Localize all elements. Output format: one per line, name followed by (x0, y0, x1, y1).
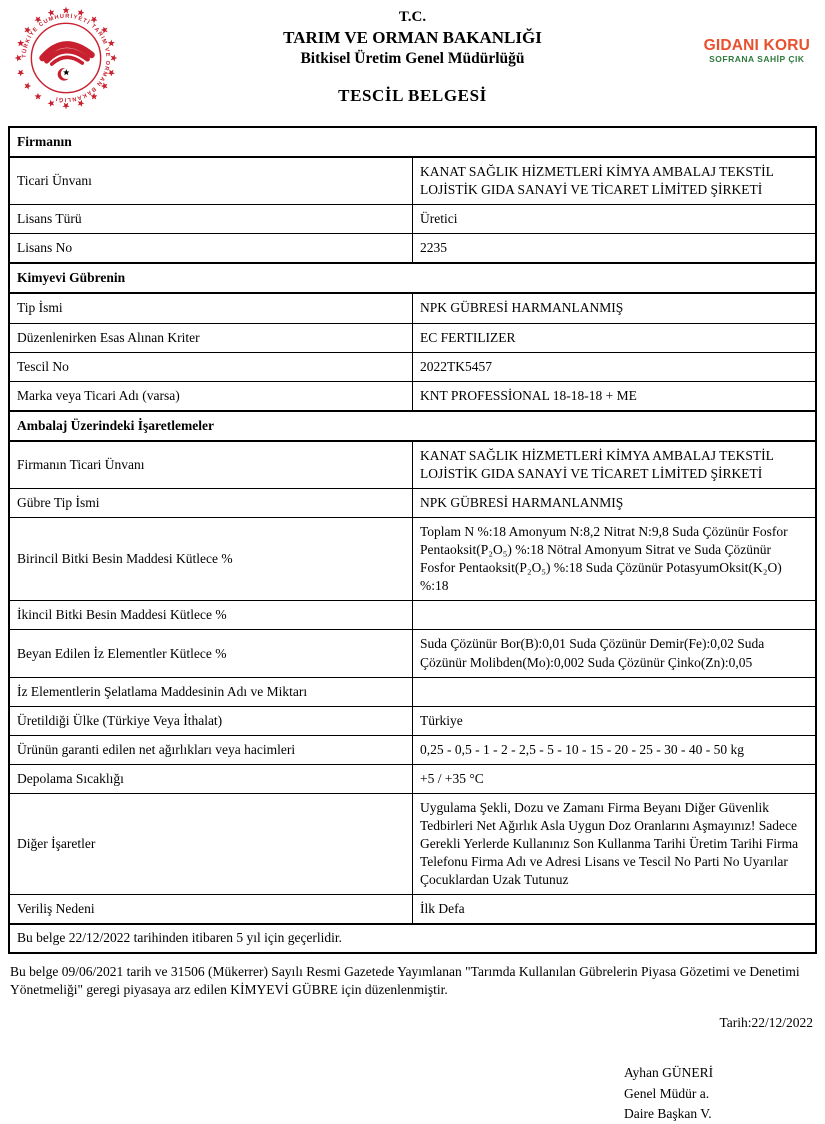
validity-note-row (9, 924, 816, 952)
table-row (9, 234, 816, 264)
signatory-name: Ayhan GÜNERİ (624, 1065, 714, 1081)
row-value: 2022TK5457 (413, 352, 817, 381)
ministry-emblem-icon (13, 5, 119, 111)
signatory-title-2: Daire Başkan V. (624, 1105, 712, 1121)
row-label: İz Elementlerin Şelatlama Maddesinin Adı ve Miktarı (9, 677, 413, 706)
row-label: Ürünün garanti edilen net ağırlıkları veya hacimleri (9, 735, 413, 764)
table-row (9, 489, 816, 518)
table-row (9, 601, 816, 630)
gidani-koru-logo (704, 37, 810, 64)
row-label: Düzenlenirken Esas Alınan Kriter (9, 323, 413, 352)
regulation-note: Bu belge 09/06/2021 tarih ve 31506 (Mükerrer) Sayılı Resmi Gazetede Yayımlanan "Tarımda Kullanılan Gübrelerin Piyasa Gözetimi ve Denetimi Yönetmeliği" geregi piyasaya arz edilen KİMYEVİ GÜBRE için düzenlenmiştir. (10, 963, 800, 998)
row-value: Toplam N %:18 Amonyum N:8,2 Nitrat N:9,8 Suda Çözünür Fosfor Pentaoksit(P₂O₅) %:18 Nötral Amonyum Sitrat ve Suda Çözünür Fosfor Pentaoksit(P₂O₅) %:18 Suda Çözünür PotasyumOksit(K₂O) %:18 (413, 518, 817, 601)
table-row (9, 323, 816, 352)
table-row (9, 706, 816, 735)
tc-line: T.C. (398, 9, 427, 25)
row-value: NPK GÜBRESİ HARMANLANMIŞ (413, 489, 817, 518)
row-value (413, 601, 817, 630)
row-label: Birincil Bitki Besin Maddesi Kütlece % (9, 518, 413, 601)
section-header-row (9, 411, 816, 441)
row-value: 0,25 - 0,5 - 1 - 2 - 2,5 - 5 - 10 - 15 - 20 - 25 - 30 - 40 - 50 kg (413, 735, 817, 764)
section-header: Kimyevi Gübrenin (9, 263, 816, 293)
header-titles (0, 0, 825, 106)
signatory-title-1: Genel Müdür a. (624, 1085, 710, 1101)
section-header-row (9, 263, 816, 293)
table-row (9, 441, 816, 489)
section-header-row (9, 127, 816, 157)
table-row (9, 764, 816, 793)
date-line: Tarih:22/12/2022 (719, 1015, 813, 1031)
table-row (9, 677, 816, 706)
table-row (9, 205, 816, 234)
section-header: Ambalaj Üzerindeki İşaretlemeler (9, 411, 816, 441)
row-label: Marka veya Ticari Adı (varsa) (9, 381, 413, 411)
row-value: EC FERTILIZER (413, 323, 817, 352)
row-label: Firmanın Ticari Ünvanı (9, 441, 413, 489)
table-row (9, 157, 816, 205)
row-value: İlk Defa (413, 895, 817, 925)
row-label: Ticari Ünvanı (9, 157, 413, 205)
signature-block (624, 1063, 825, 1124)
row-value: KNT PROFESSİONAL 18-18-18 + ME (413, 381, 817, 411)
table-row (9, 895, 816, 925)
row-label: İkincil Bitki Besin Maddesi Kütlece % (9, 601, 413, 630)
row-value: 2235 (413, 234, 817, 264)
row-label: Diğer İşaretler (9, 793, 413, 894)
row-value: Türkiye (413, 706, 817, 735)
row-value: KANAT SAĞLIK HİZMETLERİ KİMYA AMBALAJ TEKSTİL LOJİSTİK GIDA SANAYİ VE TİCARET LİMİTED ŞİRKETİ (413, 157, 817, 205)
section-header: Firmanın (9, 127, 816, 157)
row-label: Depolama Sıcaklığı (9, 764, 413, 793)
row-value: Uygulama Şekli, Dozu ve Zamanı Firma Beyanı Diğer Güvenlik Tedbirleri Net Ağırlık Asla Uygun Doz Oranlarını Aşmayınız! Sadece Gerekli Yerlerde Kullanınız Son Kullanma Tarihi Üretim Tarihi Firma Telefonu Firma Adı ve Adresi Lisans ve Tescil No Parti No Uyarılar Çocuklardan Uzak Tutunuz (413, 793, 817, 894)
row-label: Lisans Türü (9, 205, 413, 234)
campaign-sub-text: SOFRANA SAHİP ÇIK (709, 54, 805, 65)
row-value (413, 677, 817, 706)
department-name: Bitkisel Üretim Genel Müdürlüğü (300, 49, 525, 67)
row-value: NPK GÜBRESİ HARMANLANMIŞ (413, 293, 817, 323)
row-value: KANAT SAĞLIK HİZMETLERİ KİMYA AMBALAJ TEKSTİL LOJİSTİK GIDA SANAYİ VE TİCARET LİMİTED ŞİRKETİ (413, 441, 817, 489)
table-row (9, 630, 816, 677)
ministry-name: TARIM VE ORMAN BAKANLIĞI (283, 27, 542, 47)
row-label: Tescil No (9, 352, 413, 381)
row-label: Beyan Edilen İz Elementler Kütlece % (9, 630, 413, 677)
table-row (9, 793, 816, 894)
table-row (9, 381, 816, 411)
row-label: Lisans No (9, 234, 413, 264)
emblem-circular-text: TÜRKİYE CUMHURİYETİ TARIM VE ORMAN BAKANLIĞI (21, 13, 111, 103)
row-value: +5 / +35 °C (413, 764, 817, 793)
document-header (0, 0, 825, 126)
table-row (9, 352, 816, 381)
crescent-star-icon (58, 68, 72, 81)
row-label: Tip İsmi (9, 293, 413, 323)
table-row (9, 293, 816, 323)
certificate-table (8, 126, 817, 954)
validity-note: Bu belge 22/12/2022 tarihinden itibaren 5 yıl için geçerlidir. (9, 924, 816, 952)
row-label: Gübre Tip İsmi (9, 489, 413, 518)
row-value: Suda Çözünür Bor(B):0,01 Suda Çözünür Demir(Fe):0,02 Suda Çözünür Molibden(Mo):0,002 Suda Çözünür Çinko(Zn):0,05 (413, 630, 817, 677)
row-label: Veriliş Nedeni (9, 895, 413, 925)
page-title: TESCİL BELGESİ (338, 85, 487, 105)
row-value: Üretici (413, 205, 817, 234)
emblem-arcs (43, 44, 92, 64)
table-row (9, 735, 816, 764)
row-label: Üretildiği Ülke (Türkiye Veya İthalat) (9, 706, 413, 735)
campaign-main-text: GIDANI KORU (703, 37, 810, 54)
table-row (9, 518, 816, 601)
